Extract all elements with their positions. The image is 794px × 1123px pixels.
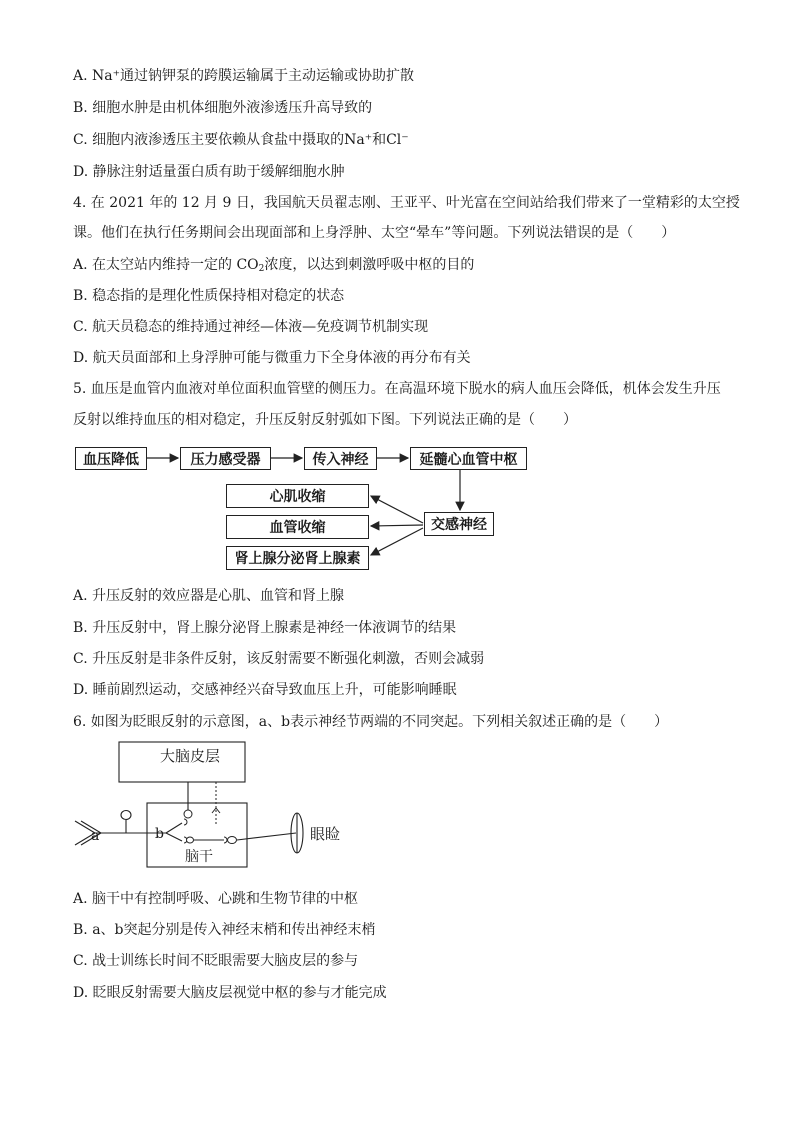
label-cerebral-cortex: 大脑皮层: [160, 747, 221, 765]
q3-option-b: B. 细胞水肿是由机体细胞外液渗透压升高导致的: [73, 100, 373, 116]
box-heart-muscle-contraction: 心肌收缩: [226, 484, 369, 508]
q4-option-a-subscript: 2: [258, 264, 265, 274]
q4-stem-line1: 4. 在 2021 年的 12 月 9 日，我国航天员翟志刚、王亚平、叶光富在空间站给我们带来了一堂精彩的太空授: [73, 195, 740, 211]
q4-option-a-suffix: 浓度，以达到刺激呼吸中枢的目的: [264, 257, 475, 273]
label-eyelid: 眼睑: [310, 825, 341, 843]
label-b: b: [155, 826, 164, 842]
q4-option-a-prefix: A. 在太空站内维持一定的 CO: [73, 257, 259, 273]
q4-option-d: D. 航天员面部和上身浮肿可能与微重力下全身体液的再分布有关: [73, 350, 471, 366]
label-a: a: [91, 828, 100, 844]
box-medulla-center: 延髓心血管中枢: [410, 447, 527, 470]
box-afferent-nerve: 传入神经: [304, 447, 377, 470]
q4-option-c: C. 航天员稳态的维持通过神经—体液—免疫调节机制实现: [73, 319, 429, 335]
box-baroreceptor: 压力感受器: [180, 447, 271, 470]
q5-stem-line2: 反射以维持血压的相对稳定，升压反射反射弧如下图。下列说法正确的是（ ）: [73, 412, 577, 428]
q5-option-d: D. 睡前剧烈运动，交感神经兴奋导致血压上升，可能影响睡眠: [73, 682, 457, 698]
q5-option-c: C. 升压反射是非条件反射，该反射需要不断强化刺激，否则会减弱: [73, 651, 485, 667]
label-brainstem: 脑干: [185, 849, 213, 865]
q5-stem-line1: 5. 血压是血管内血液对单位面积血管壁的侧压力。在高温环境下脱水的病人血压会降低，机体会发生升压: [73, 381, 721, 397]
box-vessel-contraction: 血管收缩: [226, 515, 369, 539]
q4-stem-line2: 课。他们在执行任务期间会出现面部和上身浮肿、太空“晕车”等问题。下列说法错误的是（ ）: [73, 225, 676, 241]
q3-option-d: D. 静脉注射适量蛋白质有助于缓解细胞水肿: [73, 164, 345, 180]
q4-option-b: B. 稳态指的是理化性质保持相对稳定的状态: [73, 288, 345, 304]
q5-option-a: A. 升压反射的效应器是心肌、血管和肾上腺: [73, 588, 345, 604]
q3-option-a: A. Na⁺通过钠钾泵的跨膜运输属于主动运输或协助扩散: [73, 68, 414, 84]
box-adrenaline-secretion: 肾上腺分泌肾上腺素: [226, 546, 369, 570]
q6-option-b: B. a、b突起分别是传入神经末梢和传出神经末梢: [73, 922, 376, 938]
q6-option-c: C. 战士训练长时间不眨眼需要大脑皮层的参与: [73, 953, 359, 969]
box-sympathetic-nerve: 交感神经: [424, 512, 494, 536]
q6-option-d: D. 眨眼反射需要大脑皮层视觉中枢的参与才能完成: [73, 985, 387, 1001]
q6-stem: 6. 如图为眨眼反射的示意图，a、b表示神经节两端的不同突起。下列相关叙述正确的是（ ）: [73, 714, 669, 730]
box-blood-pressure-drop: 血压降低: [75, 447, 147, 470]
q3-option-c: C. 细胞内液渗透压主要依赖从食盐中摄取的Na⁺和Cl⁻: [73, 132, 409, 148]
q6-option-a: A. 脑干中有控制呼吸、心跳和生物节律的中枢: [73, 891, 359, 907]
q5-option-b: B. 升压反射中，肾上腺分泌肾上腺素是神经一体液调节的结果: [73, 620, 457, 636]
